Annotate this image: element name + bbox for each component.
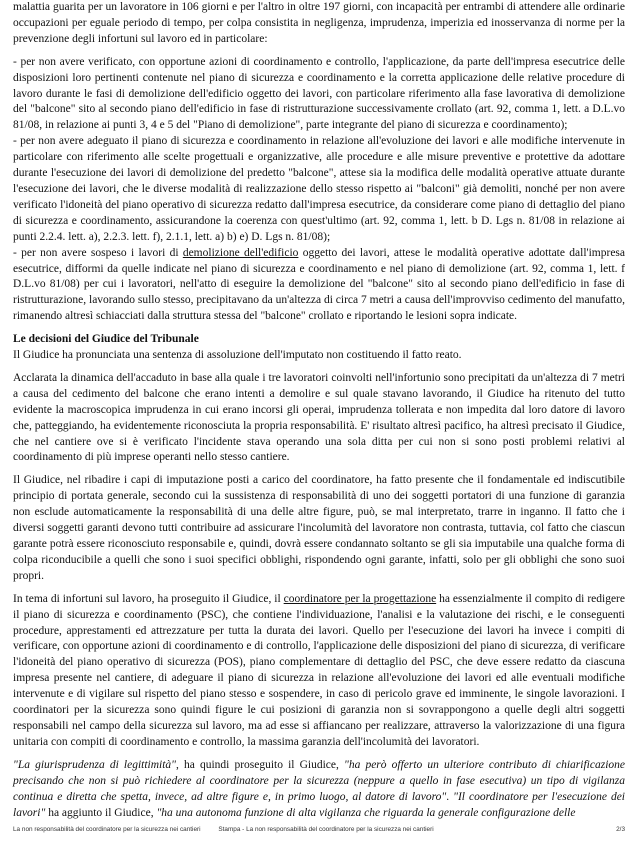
text-span: ha aggiunto il Giudice,	[45, 806, 157, 819]
page-number: 2/3	[616, 826, 625, 833]
text-span: .	[446, 790, 454, 803]
quote-span: "Il coordinatore per l'esecuzione dei lavori"	[13, 790, 625, 819]
page-footer	[13, 826, 625, 833]
quote-span: "ha però offerto un ulteriore contributo di chiarificazione precisando che non si può richiedere al coordinatore per la sicurezza (neppure a quello in fase esecutiva) un tipo di vigilanza continua e diretta che spetta, invece, ad altre figure e, in primo luogo, al datore di lavoro"	[13, 758, 625, 803]
text-span: In tema di infortuni sul lavoro, ha proseguito il Giudice, il	[13, 592, 284, 605]
paragraph-verdict: Il Giudice ha pronunciata una sentenza di assoluzione dell'imputato non costituendo il fatto reato.	[13, 349, 462, 362]
section-heading: Le decisioni del Giudice del Tribunale	[13, 333, 199, 346]
paragraph-charge-1: - per non avere verificato, con opportune azioni di coordinamento e controllo, l'applicazione, da parte dell'impresa esecutrice delle disposizioni loro pertinenti contenute nel piano di sicurezza e coordinamento e la corretta applicazione delle relative procedure di lavoro durante le fasi di demolizione dell'edificio oggetto dei lavori, con particolare riferimento alla fase lavorativa di demolizione del "balcone" sito al secondo piano dell'edificio in fase di ristrutturazione successivamente crollato (art. 92, comma 1, lett. a D.L.vo 81/08, in relazione ai punti 3, 4 e 5 del "Piano di demolizione", parte integrante del piano di sicurezza e coordinamento);	[13, 55, 625, 132]
paragraph-charge-2: - per non avere adeguato il piano di sicurezza e coordinamento in relazione all'evoluzione dei lavori e alle modifiche intervenute in particolare con riferimento alle scelte progettuali e organizzative, alle procedure e alle misure preventive e protettive da adottare durante l'esecuzione dei lavori di demolizione del predetto "balcone", attese sia la modifica delle modalità operative attuate durante l'esecuzione dei lavori, che le diverse modalità di realizzazione dello stesso rispetto ai "balconi" già demoliti, nonché per non avere verificato l'idoneità del piano operativo di sicurezza redatto dall'impresa esecutrice, da considerare come piano di dettaglio del piano di sicurezza e coordinamento, assicurandone la coerenza con quest'ultimo (art. 92, comma 1, lett. b D. Lgs n. 81/08 in relazione ai punti 2.2.4. lett. a), 2.2.3. lett. f), 2.1.1, lett. a) b) e) D. Lgs n. 81/08);	[13, 135, 625, 243]
coordinator-link[interactable]: coordinatore per la progettazione	[283, 592, 437, 605]
article-body	[13, 0, 625, 828]
paragraph-coordinator-duties	[13, 592, 625, 751]
paragraph-charge-3	[13, 246, 625, 326]
paragraph-jurisprudence	[13, 758, 625, 822]
footer-print-label: Stampa - La non responsabilità del coordinatore per la sicurezza nei cantieri	[218, 826, 434, 833]
paragraph-intro: malattia guarita per un lavoratore in 106 giorni e per l'altro in oltre 197 giorni, con incapacità per entrambi di attendere alle ordinarie occupazioni per eguale periodo di tempo, per colpa consistita in negligenza, imprudenza, imperizia ed inosservanza di norme per la prevenzione degli infortuni sul lavoro ed in particolare:	[13, 1, 625, 45]
text-span: - per non avere sospeso i lavori di	[13, 246, 183, 259]
text-span: ha essenzialmente il compito di redigere il piano di sicurezza e coordinamento (PSC), che contiene l'individuazione, l'analisi e la valutazione dei rischi, e le conseguenti procedure, apprestamenti ed attrezzature per tutta la durata dei lavori. Quello per l'esecuzione dei lavori ha invece i compiti di verificare, con opportune azioni di coordinamento e di controllo, l'applicazione delle disposizioni del piano di sicurezza, di verificare l'idoneità del piano operativo di sicurezza (POS), piano complementare di dettaglio del PSC, che deve essere redatto da ciascuna impresa presente nel cantiere, di adeguare il piano di sicurezza in relazione all'evoluzione dei lavori ed alle eventuali modifiche intervenute e di vigilare sul rispetto del piano stesso e sospendere, in caso di pericolo grave ed imminente, le singole lavorazioni. I coordinatori per la sicurezza sono quindi figure le cui posizioni di garanzia non si sovrappongono a quelle degli altri soggetti responsabili nel campo della sicurezza sul lavoro, ma ad esse si affiancano per realizzare, attraverso la valorizzazione di una figura unitaria con compiti di coordinamento e controllo, la massima garanzia dell'incolumità dei lavoratori.	[13, 592, 625, 748]
paragraph-dynamics: Acclarata la dinamica dell'accaduto in base alla quale i tre lavoratori coinvolti nell'infortunio sono precipitati da un'altezza di 7 metri a causa del cedimento del balcone che erano intenti a demolire e sul quale stavano lavorando, il Giudice ha ritenuto del tutto evidente la macroscopica imprudenza in cui erano incorsi gli operai, imprudenza tollerata e non impedita dal loro datore di lavoro che, patteggiando, ha evidentemente riconosciuta la propria responsabilità. E' risultato altresì pacifico, ha altresì precisato il Giudice, che nel cantiere ove si è verificato l'incidente stava operando una sola ditta per cui non si sono posti problemi relativi al coordinamento di più imprese operanti nello stesso cantiere.	[13, 371, 625, 464]
footer-title: La non responsabilità del coordinatore per la sicurezza nei cantieri	[13, 826, 201, 833]
text-span: oggetto dei lavori, attese le modalità operative adottate dall'impresa esecutrice, difformi da quelle indicate nel piano di sicurezza e coordinamento e nel piano di demolizione (art. 92, comma 1, lett. f D.L.vo 81/08) per cui i lavoratori, nell'atto di eseguire la demolizione del "balcone" sito al secondo piano dell'edificio in fase di ristrutturazione, lavorando sullo stesso, precipitavano da un'altezza di circa 7 metri a causa dell'improvviso cedimento del manufatto, rimanendo altresì schiacciati dalla struttura stessa del "balcone" crollato e riportando le lesioni sopra indicate.	[13, 246, 626, 323]
paragraph-guarantors: Il Giudice, nel ribadire i capi di imputazione posti a carico del coordinatore, ha fatto presente che il fondamentale ed indiscutibile principio di portata generale, secondo cui la sussistenza di responsabilità di uno dei soggetti portatori di una funzione di garanzia non esclude automaticamente la responsabilità di una delle altre figure, può, se mal interpretato, trarre in inganno. Il fatto che i diversi soggetti garanti devono tutti contribuire ad assicurare l'incolumità del lavoratore non contrasta, tuttavia, col fatto che ciascun garante potrà essere riconosciuto responsabile e, quindi, dovrà essere condannato soltanto se gli sia imputabile una qualche forma di colpa riconducibile a quelli che sono i suoi specifici obblighi, rispondendo ogni garante, infatti, solo per gli obblighi che sono suoi propri.	[13, 474, 625, 582]
quote-span: "La giurisprudenza di legittimità"	[13, 758, 176, 771]
text-span: , ha quindi proseguito il Giudice,	[176, 758, 344, 771]
demolition-link[interactable]: demolizione dell'edificio	[182, 246, 299, 259]
quote-span: "ha una autonoma funzione di alta vigilanza che riguarda la generale configurazione delle	[156, 806, 576, 819]
